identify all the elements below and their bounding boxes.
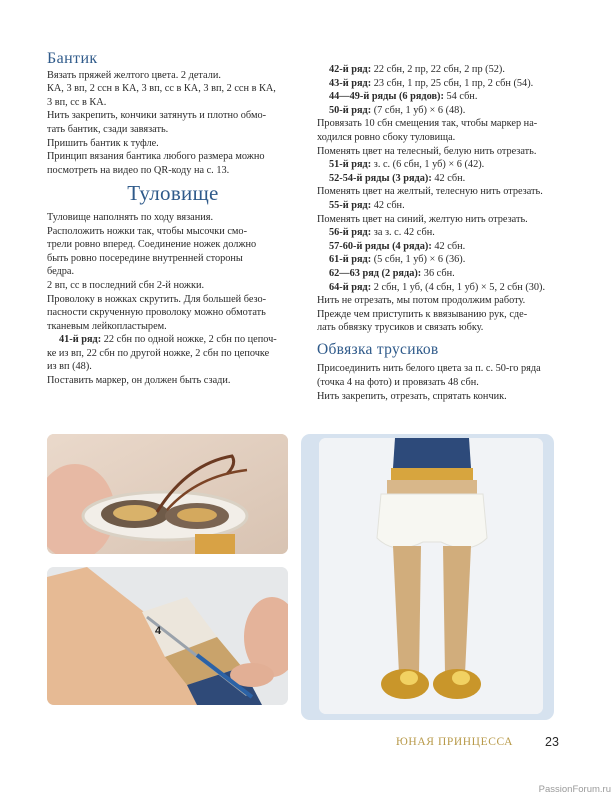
text-line: тканевым лейкопластырем. <box>47 320 167 332</box>
photo-doll-body-illustration <box>319 438 543 714</box>
text-line: быть ровно посередине внутренней стороны <box>47 252 243 264</box>
text-line: Поставить маркер, он должен быть сзади. <box>47 375 231 387</box>
tulovishche-heading: Туловище <box>127 181 219 206</box>
text-line: Пришить бантик к туфле. <box>47 137 159 149</box>
row-label: 43-й ряд: <box>329 77 372 89</box>
photo-doll-body <box>319 438 543 714</box>
row-52-54 <box>317 172 569 186</box>
text-line: 3 вп, сс в КА. <box>47 96 107 108</box>
row-label: 62—63 ряд (2 ряда): <box>329 267 422 279</box>
row-text: 42 сбн. <box>431 172 466 184</box>
photo-legs-wire-illustration <box>47 434 288 554</box>
row-51 <box>317 158 569 172</box>
row-label: 64-й ряд: <box>329 281 372 293</box>
row-text: (7 сбн, 1 уб) × 6 (48). <box>371 104 466 116</box>
row-62-63 <box>317 267 569 281</box>
row-44-49 <box>317 90 569 104</box>
text-line: Прежде чем приступить к ввязыванию рук, сде- <box>317 308 528 320</box>
row-text: 42 сбн. <box>431 240 466 252</box>
row-55 <box>317 199 569 213</box>
text-line: ке из вп, 22 сбн по другой ножке, 2 сбн по цепочке <box>47 347 270 359</box>
photo-legs-wire <box>47 434 288 554</box>
row-label: 52-54-й ряды (3 ряда): <box>329 172 432 184</box>
row-text: 22 сбн по одной ножке, 2 сбн по цепоч- <box>101 334 277 346</box>
text-line: Присоединить нить белого цвета за п. с. 50-го ряда <box>317 363 541 375</box>
text-line: Расположить ножки так, чтобы мысочки смо- <box>47 225 248 237</box>
text-line: пасности скрученную проволоку можно обмотать <box>47 307 266 319</box>
row-text: з. с. (6 сбн, 1 уб) × 6 (42). <box>371 159 485 171</box>
left-column <box>47 52 299 388</box>
text-line: Принцип вязания бантика любого размера можно <box>47 151 265 163</box>
row-label: 51-й ряд: <box>329 159 372 171</box>
row-41 <box>47 333 299 347</box>
text-line: Нить закрепить, отрезать, спрятать кончик. <box>317 390 507 402</box>
text-line: Поменять цвет на телесный, белую нить отрезать. <box>317 145 537 157</box>
row-label: 56-й ряд: <box>329 227 372 239</box>
row-label: 44—49-й ряды (6 рядов): <box>329 91 444 103</box>
text-line: Вязать пряжей желтого цвета. 2 детали. <box>47 69 221 81</box>
row-42 <box>317 63 569 77</box>
text-line: Туловище наполнять по ходу вязания. <box>47 211 214 223</box>
row-label: 41-й ряд: <box>59 334 102 346</box>
row-text: (5 сбн, 1 уб) × 6 (36). <box>371 254 466 266</box>
row-61 <box>317 253 569 267</box>
row-text: 36 сбн. <box>421 267 455 279</box>
row-text: 54 сбн. <box>443 91 478 103</box>
row-56 <box>317 226 569 240</box>
photo-leg-hook <box>47 567 288 705</box>
footer-book-title: ЮНАЯ ПРИНЦЕССА <box>396 736 514 748</box>
obvyazka-heading: Обвязка трусиков <box>317 340 439 358</box>
bantik-heading: Бантик <box>47 50 98 67</box>
text-line: посмотреть на видео по QR-коду на с. 13. <box>47 164 230 176</box>
text-line: Поменять цвет на синий, желтую нить отрезать. <box>317 213 528 225</box>
row-label: 50-й ряд: <box>329 104 372 116</box>
row-43 <box>317 77 569 91</box>
marker-number-label: 4 <box>155 625 162 637</box>
text-line: КА, 3 вп, 2 ссн в КА, 3 вп, сс в КА, 3 вп, 2 ссн в КА, <box>47 83 276 95</box>
text-line: бедра. <box>47 266 75 278</box>
right-column <box>317 63 569 403</box>
page-number: 23 <box>545 735 559 749</box>
text-line: Нить не отрезать, мы потом продолжим работу. <box>317 295 526 307</box>
row-64 <box>317 281 569 295</box>
row-text: 2 сбн, 1 уб, (4 сбн, 1 уб) × 5, 2 сбн (30). <box>371 281 546 293</box>
text-line: (точка 4 на фото) и провязать 48 сбн. <box>317 377 479 389</box>
row-label: 55-й ряд: <box>329 199 372 211</box>
row-label: 57-60-й ряды (4 ряда): <box>329 240 432 252</box>
text-line: Нить закрепить, кончики затянуть и плотно обмо- <box>47 110 267 122</box>
text-line: ходился ровно сбоку туловища. <box>317 131 456 143</box>
row-text: 42 сбн. <box>371 199 405 211</box>
text-line: трели ровно вперед. Соединение ножек должно <box>47 239 257 251</box>
text-line: Поменять цвет на желтый, телесную нить отрезать. <box>317 186 543 198</box>
text-line: Провязать 10 сбн смещения так, чтобы маркер на- <box>317 118 538 130</box>
text-line: из вп (48). <box>47 361 92 373</box>
text-line: 2 вп, сс в последний сбн 2-й ножки. <box>47 279 205 291</box>
text-line: тать бантик, сзади завязать. <box>47 123 169 135</box>
photo-leg-hook-illustration <box>47 567 288 705</box>
row-label: 61-й ряд: <box>329 254 372 266</box>
row-text: 22 сбн, 2 пр, 22 сбн, 2 пр (52). <box>371 64 505 75</box>
row-57-60 <box>317 240 569 254</box>
watermark: PassionForum.ru <box>538 784 611 795</box>
row-label: 42-й ряд: <box>329 64 372 75</box>
row-text: за з. с. 42 сбн. <box>371 227 435 239</box>
row-50 <box>317 104 569 118</box>
row-text: 23 сбн, 1 пр, 25 сбн, 1 пр, 2 сбн (54). <box>371 77 534 89</box>
text-line: Проволоку в ножках скрутить. Для большей безо- <box>47 293 267 305</box>
text-line: лать обвязку трусиков и связать юбку. <box>317 322 484 334</box>
